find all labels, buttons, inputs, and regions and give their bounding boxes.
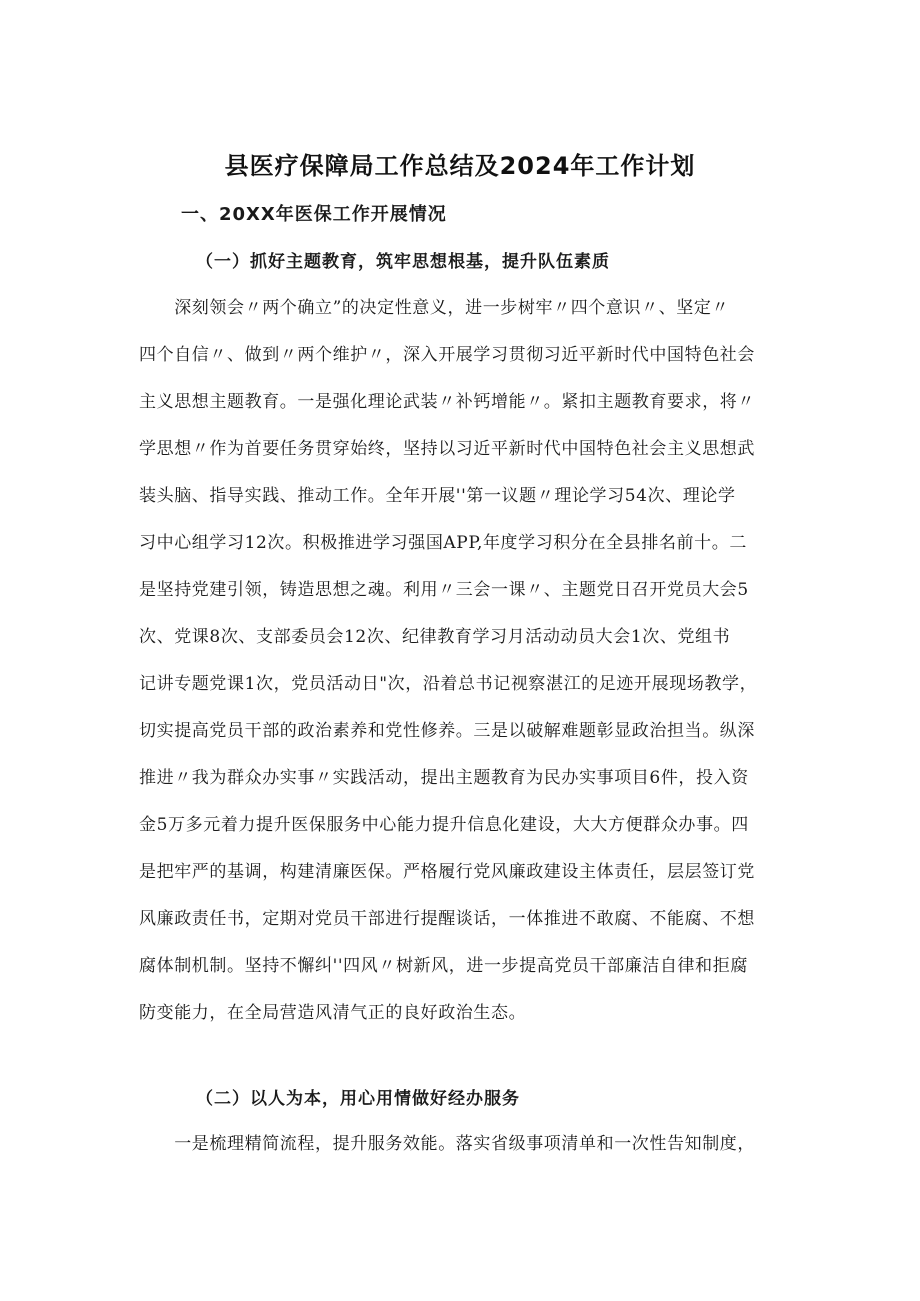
- paragraph-line: 四个自信〃、做到〃两个维护〃，深入开展学习贯彻习近平新时代中国特色社会: [139, 345, 755, 365]
- paragraph-line: 学思想〃作为首要任务贯穿始终，坚持以习近平新时代中国特色社会主义思想武: [139, 439, 755, 459]
- paragraph-line: 腐体制机制。坚持不懈纠''四风〃树新风，进一步提高党员干部廉洁自律和拒腐: [139, 956, 748, 976]
- paragraph-line: 切实提高党员干部的政治素养和党性修养。三是以破解难题彰显政治担当。纵深: [139, 721, 755, 741]
- paragraph-line: 一是梳理精简流程，提升服务效能。落实省级事项清单和一次性告知制度，: [139, 1134, 755, 1154]
- paragraph-line: 推进〃我为群众办实事〃实践活动，提出主题教育为民办实事项目6件，投入资: [139, 768, 749, 788]
- paragraph-line: 主义思想主题教育。一是强化理论武装〃补钙增能〃。紧扣主题教育要求，将〃: [139, 392, 755, 412]
- subsection-heading-1: （一）抓好主题教育，筑牢思想根基，提升队伍素质: [196, 252, 610, 272]
- paragraph-line: 次、党课8次、支部委员会12次、纪律教育学习月活动动员大会1次、党组书: [139, 627, 731, 647]
- paragraph-line: 是坚持党建引领，铸造思想之魂。利用〃三会一课〃、主题党日召开党员大会5: [139, 580, 749, 600]
- paragraph-line: 是把牢严的基调，构建清廉医保。严格履行党风廉政建设主体责任，层层签订党: [139, 862, 755, 882]
- paragraph-line: 金5万多元着力提升医保服务中心能力提升信息化建设，大大方便群众办事。四: [139, 815, 749, 835]
- subsection-heading-2: （二）以人为本，用心用情做好经办服务: [196, 1089, 520, 1109]
- paragraph-1: [139, 285, 789, 1037]
- paragraph-line: 记讲专题党课1次，党员活动日"次，沿着总书记视察湛江的足迹开展现场教学，: [139, 674, 758, 694]
- document-title: 县医疗保障局工作总结及2024年工作计划: [224, 152, 696, 180]
- paragraph-line: 装头脑、指导实践、推动工作。全年开展''第一议题〃理论学习54次、理论学: [139, 486, 736, 506]
- paragraph-line: 防变能力，在全局营造风清气正的良好政治生态。: [139, 1003, 527, 1023]
- paragraph-line: 深刻领会〃两个确立”的决定性意义，进一步树牢〃四个意识〃、坚定〃: [139, 298, 730, 318]
- section-heading-1: 一、20XX年医保工作开展情况: [181, 204, 447, 225]
- paragraph-line: 风廉政责任书，定期对党员干部进行提醒谈话，一体推进不敢腐、不能腐、不想: [139, 909, 755, 929]
- paragraph-line: 习中心组学习12次。积极推进学习强国APP,年度学习积分在全县排名前十。二: [139, 533, 747, 553]
- paragraph-2: [139, 1121, 789, 1168]
